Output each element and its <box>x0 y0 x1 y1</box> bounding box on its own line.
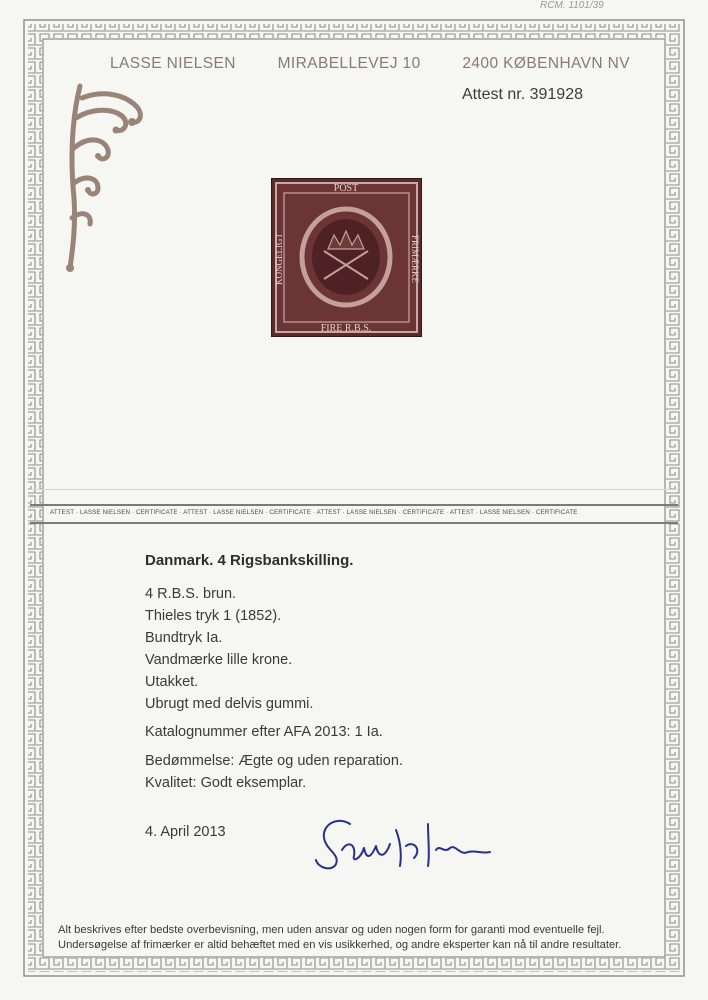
ribbon-bottom-rule <box>30 522 678 524</box>
fold-line <box>30 489 678 490</box>
issuer-street: MIRABELLEVEJ 10 <box>277 55 421 72</box>
issuer-city: 2400 KØBENHAVN NV <box>462 55 630 72</box>
description-line: Ubrugt med delvis gummi. <box>145 696 314 712</box>
description-line: Thieles tryk 1 (1852). <box>145 608 282 624</box>
description-line: 4 R.B.S. brun. <box>145 586 237 602</box>
issuer-header <box>110 55 630 73</box>
issue-date: 4. April 2013 <box>145 824 226 840</box>
catalogue-number: Katalognummer efter AFA 2013: 1 Ia. <box>145 724 383 740</box>
issuer-name: LASSE NIELSEN <box>110 55 236 72</box>
stamp-text-left: KONGELIGT <box>274 233 284 285</box>
ornament-flourish <box>62 78 152 278</box>
stamp-title: Danmark. 4 Rigsbankskilling. <box>145 552 354 569</box>
disclaimer <box>58 923 678 953</box>
pencil-note: RCM. 1101/39 <box>540 0 604 11</box>
quality: Kvalitet: Godt eksemplar. <box>145 775 307 791</box>
description-line: Bundtryk Ia. <box>145 630 223 646</box>
attest-label: Attest nr. <box>462 86 526 103</box>
stamp-image <box>271 178 422 337</box>
disclaimer-line: Undersøgelse af frimærker er altid behæftet med en vis usikkerhed, og andre eksperter kan nå til andre resultater. <box>58 939 622 951</box>
assessment: Bedømmelse: Ægte og uden reparation. <box>145 753 403 769</box>
certificate-ribbon: ATTEST · LASSE NIELSEN · CERTIFICATE · ATTEST · LASSE NIELSEN · CERTIFICATE · ATTEST · LASSE NIELSEN · CERTIFICATE · ATTEST · LASSE NIELSEN · CERTIFICATE <box>50 509 578 516</box>
stamp-text-bottom: FIRE R.B.S. <box>320 323 372 334</box>
disclaimer-line: Alt beskrives efter bedste overbevisning, men uden ansvar og uden nogen form for garanti mod eventuelle fejl. <box>58 924 605 936</box>
attest-number <box>462 86 583 104</box>
attest-value: 391928 <box>529 86 583 103</box>
description-line: Vandmærke lille krone. <box>145 652 293 668</box>
stamp-text-right: FRIMÆRKE <box>410 234 420 284</box>
stamp-artwork <box>272 179 421 336</box>
description-line: Utakket. <box>145 674 199 690</box>
ribbon-top-rule <box>30 504 678 506</box>
stamp-text-top: POST <box>333 183 359 194</box>
signature <box>310 810 495 876</box>
